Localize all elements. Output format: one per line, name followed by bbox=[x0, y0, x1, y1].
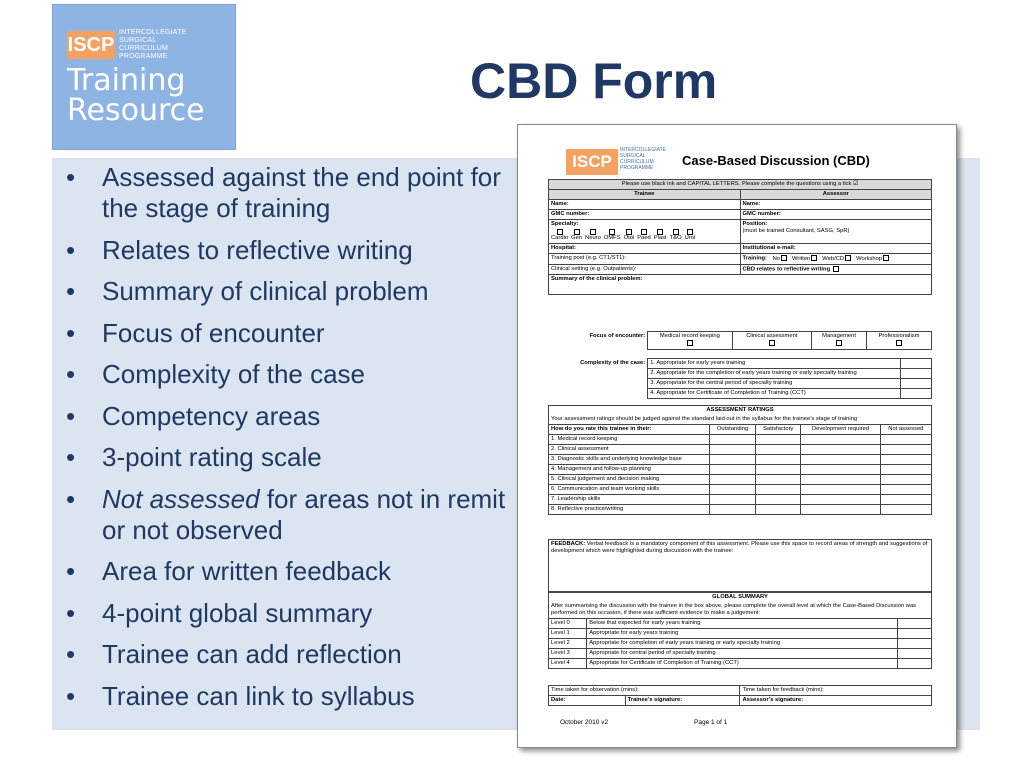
bullet-item: • Focus of encounter bbox=[66, 318, 506, 349]
bullet-item: • Competency areas bbox=[66, 401, 506, 432]
complexity-option: 1. Appropriate for early years training bbox=[648, 359, 901, 369]
time-feedback-field[interactable]: Time taken for feedback (mins): bbox=[740, 686, 932, 696]
rating-cell[interactable] bbox=[801, 455, 880, 465]
trainee-gmc-field[interactable]: GMC number: bbox=[549, 210, 741, 220]
bullet-item: • Not assessed for areas not in remit or not observed bbox=[66, 484, 506, 546]
level-label: Level 2 bbox=[549, 639, 587, 649]
rating-cell[interactable] bbox=[801, 435, 880, 445]
level-row bbox=[549, 639, 932, 649]
rating-cell[interactable] bbox=[756, 455, 801, 465]
focus-management-checkbox[interactable] bbox=[836, 340, 842, 346]
rating-cell[interactable] bbox=[801, 475, 880, 485]
rating-cell[interactable] bbox=[801, 485, 880, 495]
rating-cell[interactable] bbox=[880, 475, 931, 485]
specialty-option[interactable]: Otol bbox=[624, 229, 635, 242]
level-row bbox=[549, 629, 932, 639]
clinical-setting-field[interactable]: Clinical setting (e.g. Outpatients): bbox=[549, 264, 741, 275]
bullet-item: • Trainee can link to syllabus bbox=[66, 681, 506, 712]
bullet-item: • Assessed against the end point for the stage of training bbox=[66, 162, 506, 224]
bullet-list bbox=[66, 162, 506, 722]
level-tick-cell[interactable] bbox=[897, 649, 931, 659]
training-option[interactable]: Written bbox=[792, 256, 818, 262]
training-post-field[interactable]: Training post (e.g. CT1/ST1): bbox=[549, 254, 741, 265]
global-note: After summarising the discussion with the trainee in the box above, please complete the overall level at which the Case-Based Discussion was performed on this occasion, if there was sufficient evidence to make a judgement: bbox=[549, 602, 932, 619]
rating-row bbox=[549, 435, 932, 445]
complexity-label: Complexity of the case: bbox=[580, 359, 646, 366]
global-summary-table bbox=[548, 592, 932, 669]
email-field[interactable]: Institutional e-mail: bbox=[740, 244, 932, 254]
rating-competency: 5. Clinical judgement and decision making bbox=[549, 475, 710, 485]
summary-field[interactable]: Summary of the clinical problem: bbox=[549, 275, 932, 295]
focus-mrk-checkbox[interactable] bbox=[687, 340, 693, 346]
trainee-heading: Trainee bbox=[549, 190, 741, 200]
rating-cell[interactable] bbox=[880, 465, 931, 475]
rating-row bbox=[549, 495, 932, 505]
level-description: Appropriate for central period of specialty training bbox=[587, 649, 897, 659]
col-outstanding: Outstanding bbox=[709, 425, 755, 435]
ratings-title: ASSESSMENT RATINGS bbox=[549, 406, 932, 416]
form-instructions: Please use black ink and CAPITAL LETTERS. Please complete the questions using a tick ☑ bbox=[549, 180, 932, 190]
form-details-table bbox=[548, 179, 932, 295]
rating-cell[interactable] bbox=[880, 495, 931, 505]
assessor-heading: Assessor bbox=[740, 190, 932, 200]
ratings-note: Your assessment ratings should be judged against the standard laid out in the syllabus for the trainee’s stage of training bbox=[549, 415, 932, 425]
assessor-gmc-field[interactable]: GMC number: bbox=[740, 210, 932, 220]
rating-competency: 4. Management and follow-up planning bbox=[549, 465, 710, 475]
specialty-option[interactable]: Plast bbox=[654, 229, 667, 242]
level-label: Level 4 bbox=[549, 659, 587, 669]
hospital-field[interactable]: Hospital: bbox=[549, 244, 741, 254]
level-description: Appropriate for completion of early years training or early specialty training bbox=[587, 639, 897, 649]
logo-abbr: ISCP bbox=[67, 31, 115, 59]
specialty-option[interactable]: Neuro bbox=[585, 229, 601, 242]
trainee-name-field[interactable]: Name: bbox=[549, 200, 741, 210]
level-row bbox=[549, 659, 932, 669]
form-logo-abbr: ISCP bbox=[566, 149, 618, 175]
form-title: Case-Based Discussion (CBD) bbox=[682, 153, 870, 168]
training-option[interactable]: Web/CD bbox=[822, 256, 852, 262]
bullet-item: • Relates to reflective writing bbox=[66, 235, 506, 266]
logo-line-resource: Resource bbox=[67, 93, 205, 128]
focus-professionalism-checkbox[interactable] bbox=[896, 340, 902, 346]
col-not-assessed: Not assessed bbox=[880, 425, 931, 435]
rating-cell[interactable] bbox=[880, 445, 931, 455]
feedback-field[interactable]: FEEDBACK: Verbal feedback is a mandatory component of this assessment. Please use this space to record areas of strength and suggestions of development which were highlighted during discussion with the trainee: bbox=[549, 540, 932, 592]
rating-cell[interactable] bbox=[880, 485, 931, 495]
col-satisfactory: Satisfactory bbox=[756, 425, 801, 435]
bullet-item: • 3-point rating scale bbox=[66, 442, 506, 473]
rating-cell[interactable] bbox=[756, 475, 801, 485]
specialty-option[interactable]: T&O bbox=[670, 229, 682, 242]
rating-cell[interactable] bbox=[756, 485, 801, 495]
rating-row bbox=[549, 505, 932, 515]
rating-cell[interactable] bbox=[756, 435, 801, 445]
bullet-item: • Complexity of the case bbox=[66, 359, 506, 390]
specialty-option[interactable]: Gen bbox=[571, 229, 582, 242]
form-logo-org: INTERCOLLEGIATE SURGICAL CURRICULUM PROGRAMME bbox=[620, 147, 667, 171]
level-label: Level 3 bbox=[549, 649, 587, 659]
rating-cell[interactable] bbox=[709, 495, 755, 505]
global-title: GLOBAL SUMMARY bbox=[549, 593, 932, 603]
complexity-option: 2. Appropriate for the completion of early years training or early specialty training bbox=[648, 369, 901, 379]
form-header bbox=[566, 147, 926, 177]
focus-complexity-table: Focus of encounter: Medical record keeping Clinical assessment Management Professionalism bbox=[548, 331, 932, 350]
complexity-option: 3. Appropriate for the central period of specialty training bbox=[648, 379, 901, 389]
logo-line-training: Training bbox=[67, 63, 186, 98]
rating-cell[interactable] bbox=[709, 455, 755, 465]
focus-label: Focus of encounter: bbox=[589, 332, 646, 339]
form-version: October 2010 v2 bbox=[560, 719, 609, 726]
specialty-option[interactable]: OMFS bbox=[604, 229, 621, 242]
cbd-relates-checkbox[interactable] bbox=[833, 266, 839, 272]
level-tick-cell[interactable] bbox=[897, 629, 931, 639]
rating-cell[interactable] bbox=[756, 465, 801, 475]
training-option[interactable]: Workshop bbox=[856, 256, 890, 262]
level-row bbox=[549, 649, 932, 659]
specialty-option[interactable]: Paed bbox=[637, 229, 651, 242]
specialty-option[interactable]: Urol bbox=[685, 229, 696, 242]
rating-cell[interactable] bbox=[709, 505, 755, 515]
specialty-field: Specialty: Cardio Gen Neuro OMFS Otol Paed Plast T&O Urol bbox=[549, 220, 741, 244]
slide-title: CBD Form bbox=[470, 53, 718, 109]
signature-table bbox=[548, 685, 932, 706]
rating-cell[interactable] bbox=[880, 435, 931, 445]
logo-org-name: INTERCOLLEGIATE SURGICAL CURRICULUM PROGRAMME bbox=[119, 29, 187, 60]
ratings-table bbox=[548, 405, 932, 515]
rating-cell[interactable] bbox=[709, 445, 755, 455]
rating-competency: 6. Communication and team working skills bbox=[549, 485, 710, 495]
form-page-number: Page 1 of 1 bbox=[694, 719, 728, 726]
level-label: Level 1 bbox=[549, 629, 587, 639]
rating-cell[interactable] bbox=[801, 505, 880, 515]
feedback-table bbox=[548, 539, 932, 592]
rating-row bbox=[549, 465, 932, 475]
rating-competency: 1. Medical record keeping bbox=[549, 435, 710, 445]
rating-cell[interactable] bbox=[801, 465, 880, 475]
training-field: Training: No Written Web/CD Workshop bbox=[740, 254, 932, 265]
rating-cell[interactable] bbox=[801, 445, 880, 455]
level-tick-cell[interactable] bbox=[897, 659, 931, 669]
rating-cell[interactable] bbox=[709, 435, 755, 445]
rating-cell[interactable] bbox=[709, 465, 755, 475]
rating-row bbox=[549, 475, 932, 485]
bullet-item: • Trainee can add reflection bbox=[66, 639, 506, 670]
bullet-item: • Summary of clinical problem bbox=[66, 276, 506, 307]
level-description: Appropriate for Certificate of Completion of Training (CCT) bbox=[587, 659, 897, 669]
cbd-form-page bbox=[517, 124, 957, 748]
complexity-table bbox=[548, 358, 932, 399]
time-observation-field[interactable]: Time taken for observation (mins): bbox=[549, 686, 740, 696]
complexity-option: 4. Appropriate for Certificate of Completion of Training (CCT) bbox=[648, 389, 901, 399]
rating-cell[interactable] bbox=[756, 445, 801, 455]
level-tick-cell[interactable] bbox=[897, 619, 931, 629]
rating-row bbox=[549, 485, 932, 495]
trainee-signature-field[interactable]: Trainee’s signature: bbox=[625, 696, 740, 706]
training-option[interactable]: No bbox=[773, 256, 788, 262]
col-development: Development required bbox=[801, 425, 880, 435]
bullet-item: • Area for written feedback bbox=[66, 556, 506, 587]
cbd-relates-field: CBD relates to reflective writing bbox=[740, 264, 932, 275]
rating-cell[interactable] bbox=[880, 455, 931, 465]
iscp-logo bbox=[52, 4, 236, 150]
specialty-option[interactable]: Cardio bbox=[551, 229, 568, 242]
rating-competency: 7. Leadership skills bbox=[549, 495, 710, 505]
bullet-item: • 4-point global summary bbox=[66, 598, 506, 629]
level-row bbox=[549, 619, 932, 629]
rating-competency: 2. Clinical assessment bbox=[549, 445, 710, 455]
rating-cell[interactable] bbox=[709, 485, 755, 495]
rating-cell[interactable] bbox=[801, 495, 880, 505]
rating-row bbox=[549, 445, 932, 455]
level-label: Level 0 bbox=[549, 619, 587, 629]
rating-competency: 3. Diagnostic skills and underlying knowledge base bbox=[549, 455, 710, 465]
rating-cell[interactable] bbox=[709, 475, 755, 485]
rating-competency: 8. Reflective practice/writing bbox=[549, 505, 710, 515]
date-field[interactable]: Date: bbox=[549, 696, 626, 706]
rating-cell[interactable] bbox=[880, 505, 931, 515]
rating-cell[interactable] bbox=[756, 495, 801, 505]
level-tick-cell[interactable] bbox=[897, 639, 931, 649]
level-description: Below that expected for early years training bbox=[587, 619, 897, 629]
ratings-question: How do you rate this trainee in their: bbox=[549, 425, 710, 435]
position-field[interactable]: Position: (must be trained Consultant, SASG, SpR) bbox=[740, 220, 932, 244]
specialty-checkboxes bbox=[551, 229, 738, 242]
assessor-name-field[interactable]: Name: bbox=[740, 200, 932, 210]
assessor-signature-field[interactable]: Assessor’s signature: bbox=[740, 696, 932, 706]
focus-clinical-checkbox[interactable] bbox=[769, 340, 775, 346]
level-description: Appropriate for early years training bbox=[587, 629, 897, 639]
rating-row bbox=[549, 455, 932, 465]
rating-cell[interactable] bbox=[756, 505, 801, 515]
